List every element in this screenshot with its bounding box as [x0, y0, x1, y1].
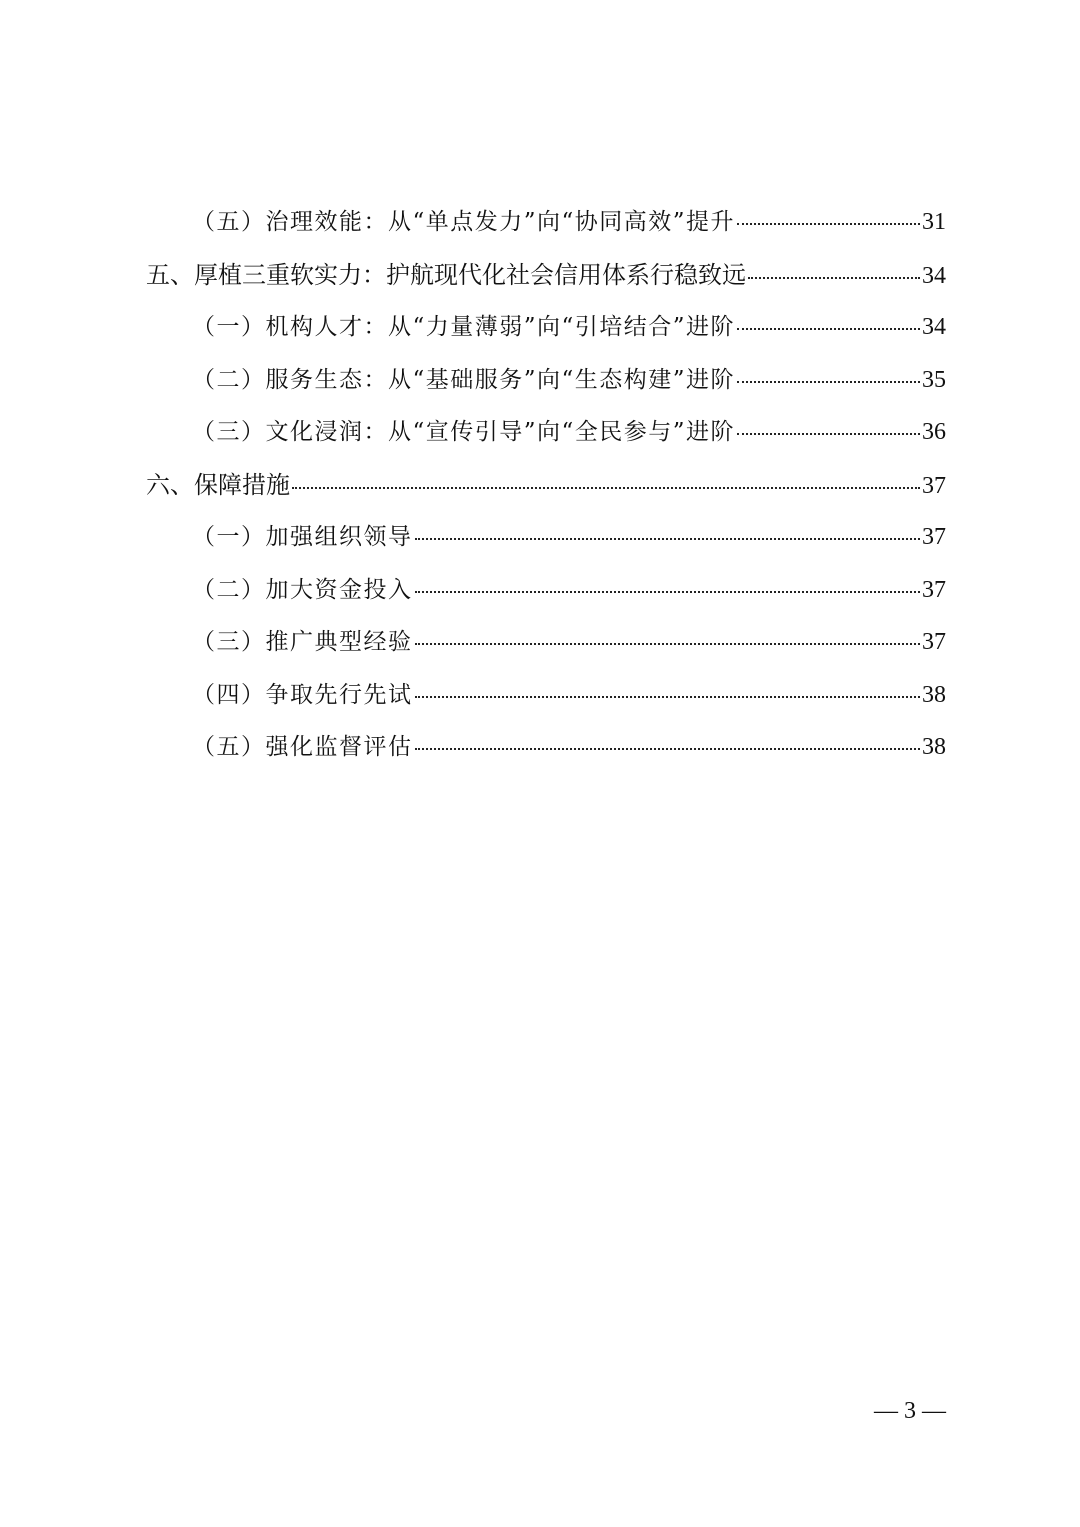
toc-leader-dots	[748, 276, 920, 279]
toc-entry[interactable]	[146, 564, 946, 617]
toc-entry-page: 35	[922, 366, 946, 393]
toc-entry-title: （一）机构人才：从“力量薄弱”向“引培结合”进阶	[192, 314, 736, 340]
toc-leader-dots	[415, 537, 921, 540]
toc-entry-title: （四）争取先行先试	[192, 681, 413, 708]
toc-leader-dots	[737, 380, 920, 383]
toc-entry-page: 38	[922, 681, 946, 708]
toc-entry-title: 六、保障措施	[146, 470, 290, 499]
page-number: — 3 —	[874, 1398, 946, 1424]
toc-leader-dots	[737, 222, 920, 225]
toc-entry[interactable]	[146, 721, 946, 774]
toc-leader-dots	[415, 747, 921, 750]
toc-entry-page: 37	[922, 524, 946, 550]
toc-leader-dots	[737, 432, 920, 435]
toc-leader-dots	[415, 590, 921, 593]
toc-entry-title: 五、厚植三重软实力：护航现代化社会信用体系行稳致远	[146, 260, 746, 289]
toc-entry-title: （二）服务生态：从“基础服务”向“生态构建”进阶	[192, 366, 736, 393]
toc-entry-title: （二）加大资金投入	[192, 576, 413, 603]
toc-entry-page: 37	[922, 629, 946, 655]
toc-entry[interactable]	[146, 301, 946, 354]
toc-leader-dots	[737, 327, 920, 330]
toc-leader-dots	[415, 695, 921, 698]
toc-entry-page: 31	[922, 209, 946, 235]
toc-entry-page: 38	[922, 734, 946, 760]
toc-entry[interactable]	[146, 196, 946, 249]
toc-entry[interactable]	[146, 459, 946, 512]
table-of-contents	[146, 196, 946, 774]
toc-entry-page: 37	[922, 472, 946, 499]
toc-entry-page: 34	[922, 314, 946, 340]
toc-entry-title: （五）治理效能：从“单点发力”向“协同高效”提升	[192, 209, 736, 235]
toc-entry-title: （一）加强组织领导	[192, 524, 413, 550]
toc-entry-page: 34	[922, 262, 946, 289]
toc-entry-page: 37	[922, 576, 946, 603]
toc-leader-dots	[415, 642, 921, 645]
toc-entry[interactable]	[146, 511, 946, 564]
toc-entry[interactable]	[146, 669, 946, 722]
toc-leader-dots	[292, 486, 920, 489]
toc-entry-page: 36	[922, 419, 946, 445]
toc-entry-title: （三）推广典型经验	[192, 629, 413, 655]
toc-entry[interactable]	[146, 616, 946, 669]
toc-entry[interactable]	[146, 406, 946, 459]
toc-entry[interactable]	[146, 249, 946, 302]
toc-entry[interactable]	[146, 354, 946, 407]
toc-entry-title: （五）强化监督评估	[192, 734, 413, 760]
toc-entry-title: （三）文化浸润：从“宣传引导”向“全民参与”进阶	[192, 419, 736, 445]
